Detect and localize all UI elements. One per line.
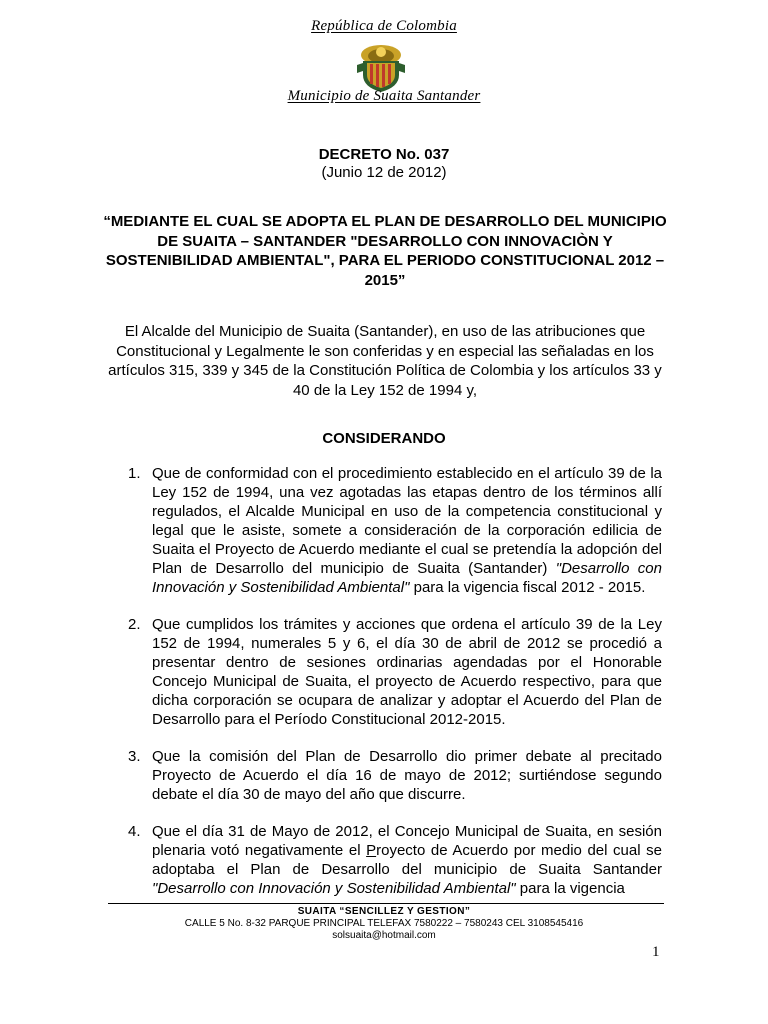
footer xyxy=(0,906,768,942)
decree-number: DECRETO No. 037 xyxy=(318,146,450,163)
item-text: Que la comisión del Plan de Desarrollo dio primer debate al precitado Proyecto de Acuerdo el día 16 de mayo de 2012; surtiéndose segundo debate el día 30 de mayo del año que discurre. xyxy=(152,748,662,803)
list-item xyxy=(104,464,662,597)
decree-date: (Junio 12 de 2012) xyxy=(321,164,447,181)
item-text: Que cumplidos los trámites y acciones que ordena el artículo 39 de la Ley 152 de 1994, numerales 5 y 6, el día 30 de abril de 2012 se procedió a presentar dentro de sesiones ordinarias agendadas por el Honorable Concejo Municipal de Suaita, el proyecto de Acuerdo respectivo, para que dicha corporación se ocupara de analizar y adoptar el Acuerdo del Plan de Desarrollo para el Período Constitucional 2012-2015. xyxy=(152,616,662,728)
item-text: Que el día 31 de Mayo de 2012, el Concejo Municipal de Suaita, en sesión plenaria votó negativamente el xyxy=(152,823,662,859)
considerando-title: CONSIDERANDO xyxy=(322,430,446,447)
item-number: 3. xyxy=(128,748,141,765)
list-item xyxy=(104,615,662,729)
decree-title xyxy=(0,146,768,182)
item-underlined-text: P xyxy=(366,842,377,859)
item-text: para la vigencia fiscal 2012 - 2015. xyxy=(409,579,646,596)
considerando-list xyxy=(104,464,662,916)
item-italic-text: "Desarrollo con Innovación y Sostenibilidad Ambiental" xyxy=(152,560,662,596)
footer-divider xyxy=(108,903,664,904)
decree-heading: “MEDIANTE EL CUAL SE ADOPTA EL PLAN DE DESARROLLO DEL MUNICIPIO DE SUAITA – SANTANDER "DESARROLLO CON INNOVACIÒN Y SOSTENIBILIDAD AMBIENTAL", PARA EL PERIODO CONSTITUCIONAL 2012 – 2015” xyxy=(103,213,667,289)
item-number: 4. xyxy=(128,823,141,840)
item-number: 2. xyxy=(128,616,141,633)
list-item xyxy=(104,822,662,898)
footer-address: CALLE 5 No. 8-32 PARQUE PRINCIPAL TELEFAX 7580222 – 7580243 CEL 3108545416 xyxy=(184,918,584,929)
preamble: El Alcalde del Municipio de Suaita (Santander), en uso de las atribuciones que Constitucional y Legalmente le son conferidas y en especial las señaladas en los artículos 315, 339 y 345 de la Constitución Política de Colombia y los artículos 33 y 40 de la Ley 152 de 1994 y, xyxy=(108,323,662,399)
item-text: Que de conformidad con el procedimiento establecido en el artículo 39 de la Ley 152 de 1994, una vez agotadas las etapas dentro de los términos allí regulados, el Alcalde Municipal en uso de la competencia constitucional y legal que le asiste, somete a consideración de la corporación edilicia de Suaita el Proyecto de Acuerdo mediante el cual se pretendía la adopción del Plan de Desarrollo del municipio de Suaita (Santander) xyxy=(152,465,662,577)
item-number: 1. xyxy=(128,465,141,482)
list-item xyxy=(104,747,662,804)
item-italic-text: "Desarrollo con Innovación y Sostenibilidad Ambiental" xyxy=(152,880,516,897)
coat-of-arms-icon xyxy=(354,41,408,93)
letterhead-top-line: República de Colombia xyxy=(311,18,457,34)
letterhead-bottom-line: Municipio de Suaita Santander xyxy=(287,88,481,104)
item-text: para la vigencia xyxy=(515,880,625,897)
footer-slogan: SUAITA “SENCILLEZ Y GESTION” xyxy=(297,906,471,917)
page-number: 1 xyxy=(652,944,660,960)
footer-email: solsuaita@hotmail.com xyxy=(332,930,436,941)
item-text: royecto de Acuerdo por medio del cual se adoptaba el Plan de Desarrollo del municipio de Suaita Santander xyxy=(152,842,662,878)
